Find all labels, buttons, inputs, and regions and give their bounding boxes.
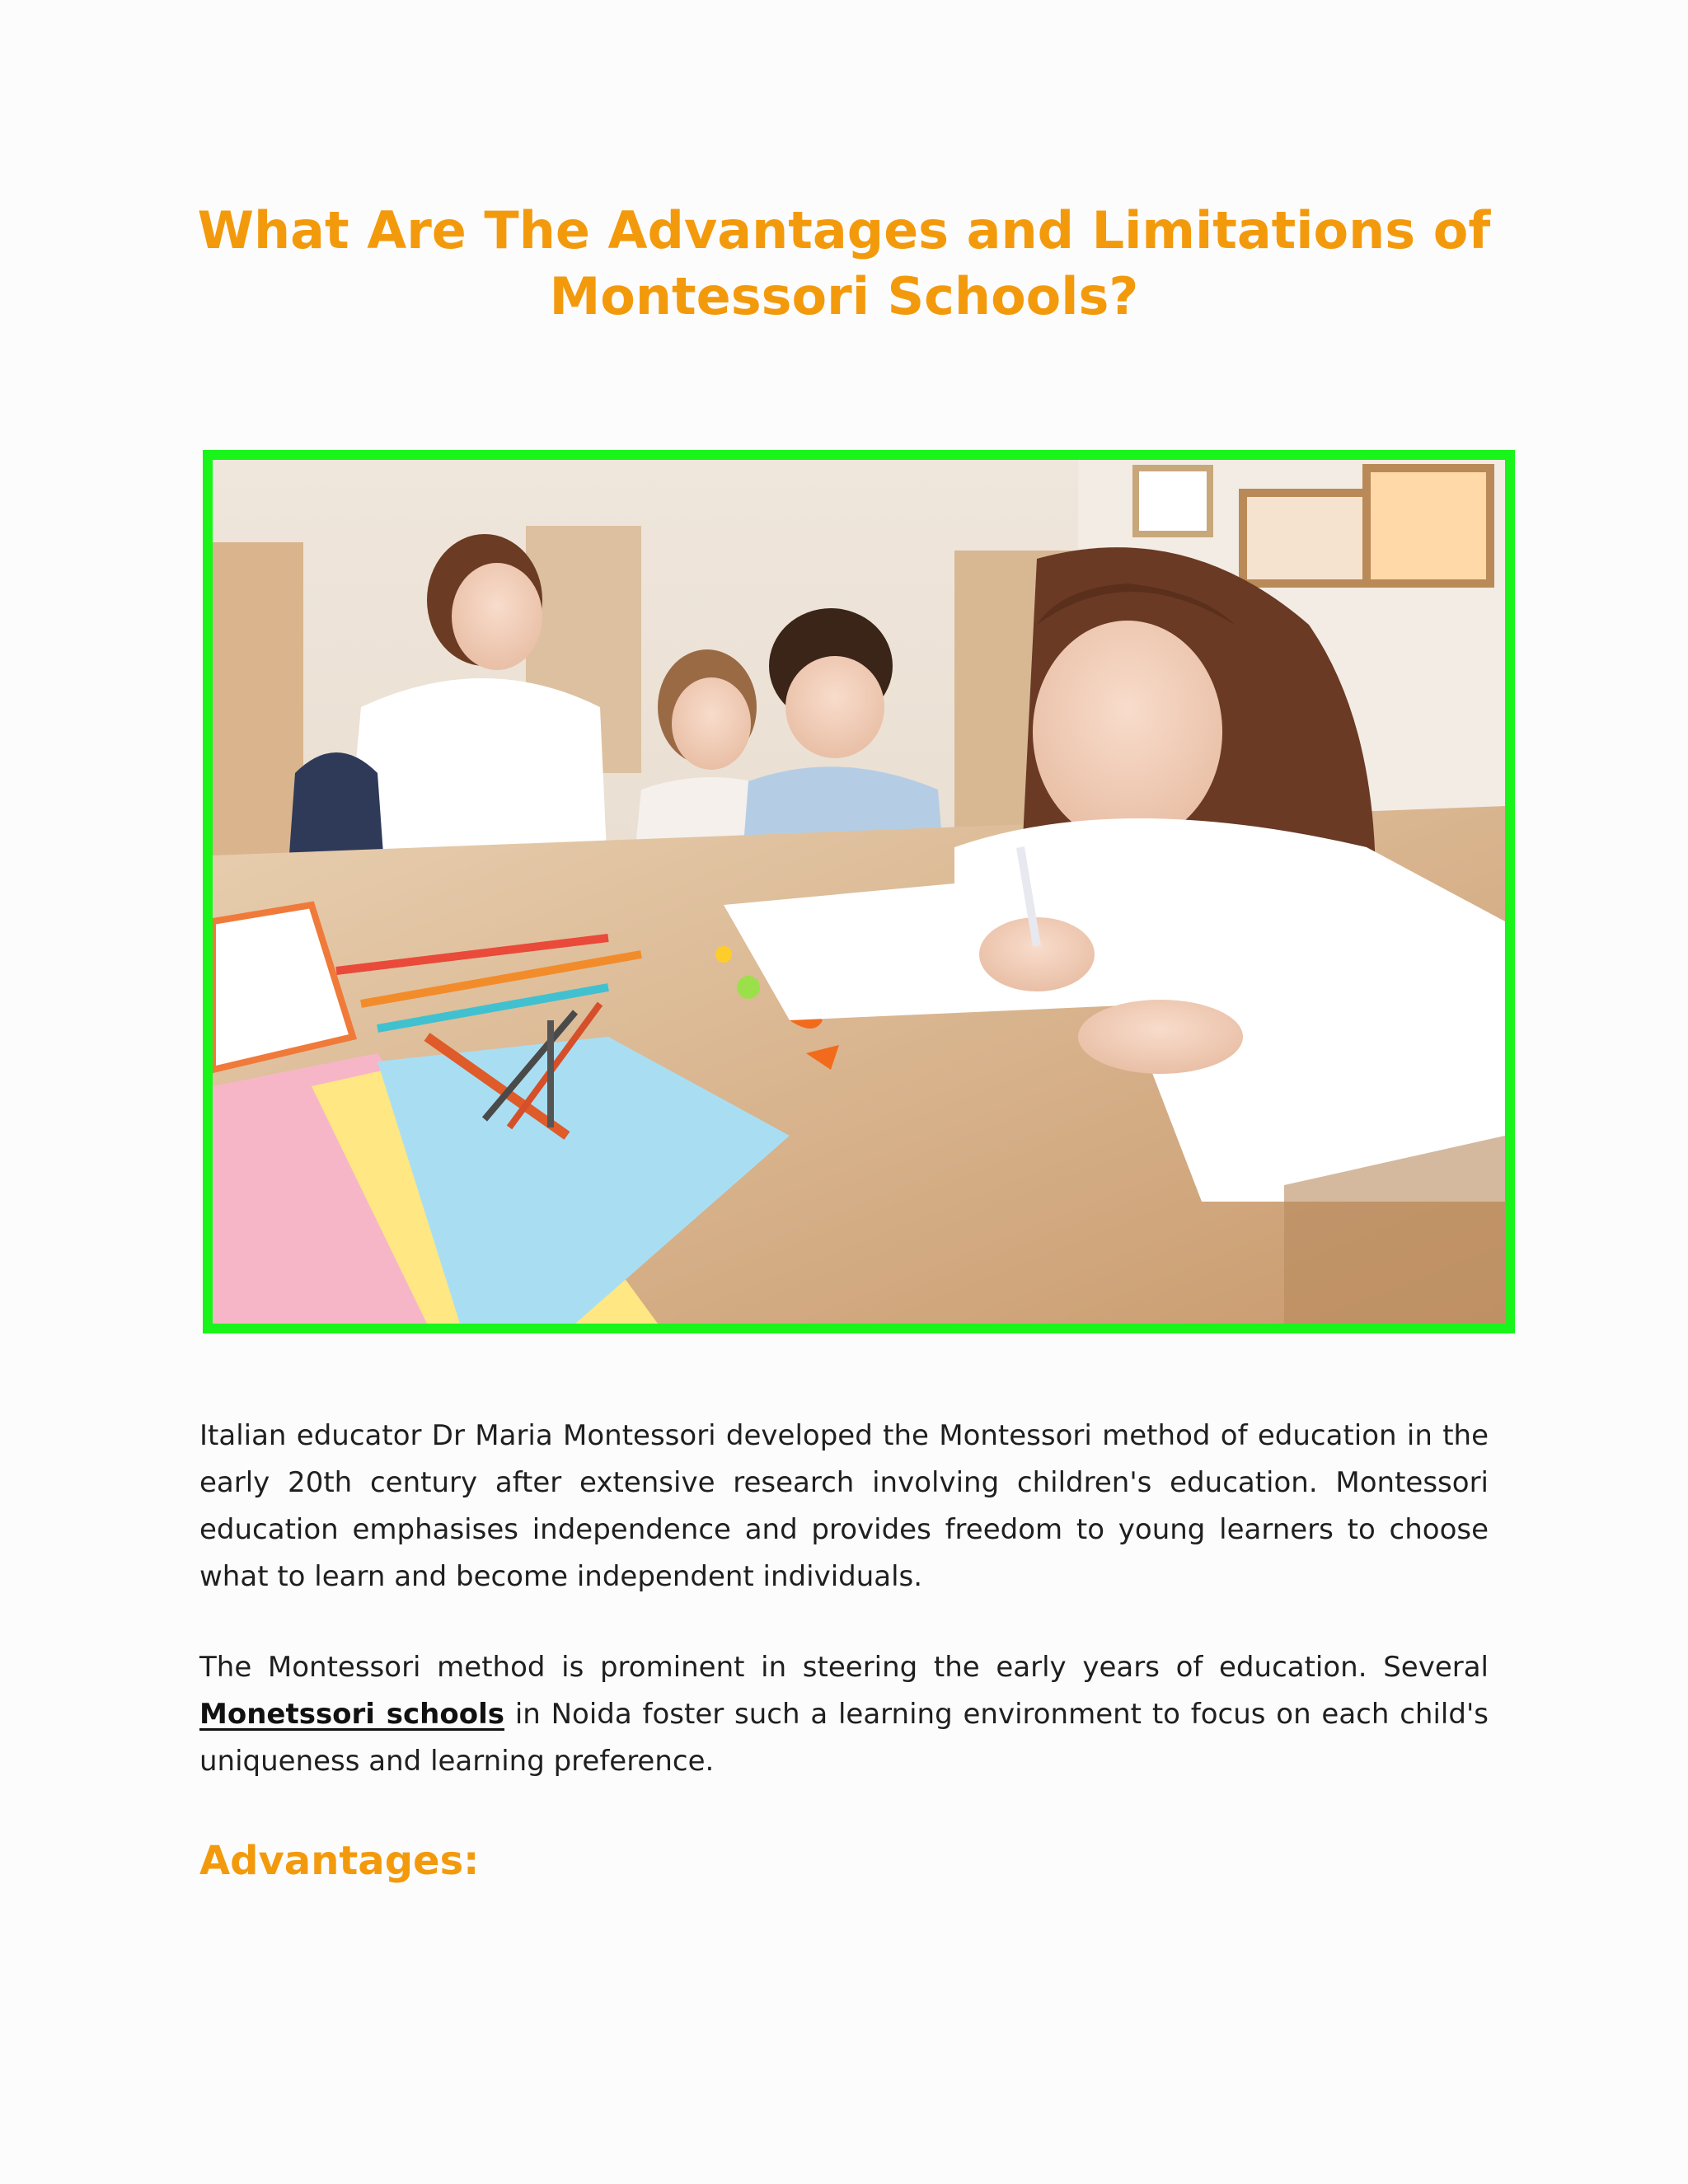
advantages-heading: Advantages:: [199, 1838, 480, 1884]
method-paragraph-text-after: in Noida foster such a learning environment to focus on each child's uniqueness and learning preference.: [199, 1698, 1489, 1778]
classroom-illustration: [213, 460, 1505, 1324]
intro-paragraph: Italian educator Dr Maria Montessori developed the Montessori method of education in the early 20th century after extensive research involving children's education. Montessori education emphasises independence and provides freedom to young learners to choose what to learn and become independent individuals.: [199, 1419, 1489, 1593]
page-title-line-2: Montessori Schools?: [549, 266, 1139, 326]
page-title-line-1: What Are The Advantages and Limitations of: [197, 200, 1491, 260]
montessori-schools-link[interactable]: Monetssori schools: [199, 1698, 505, 1731]
page-title: [165, 198, 1523, 330]
classroom-photo: [203, 450, 1515, 1333]
method-paragraph: [199, 1644, 1489, 1785]
method-paragraph-text-before: The Montessori method is prominent in steering the early years of education. Several: [199, 1651, 1489, 1684]
